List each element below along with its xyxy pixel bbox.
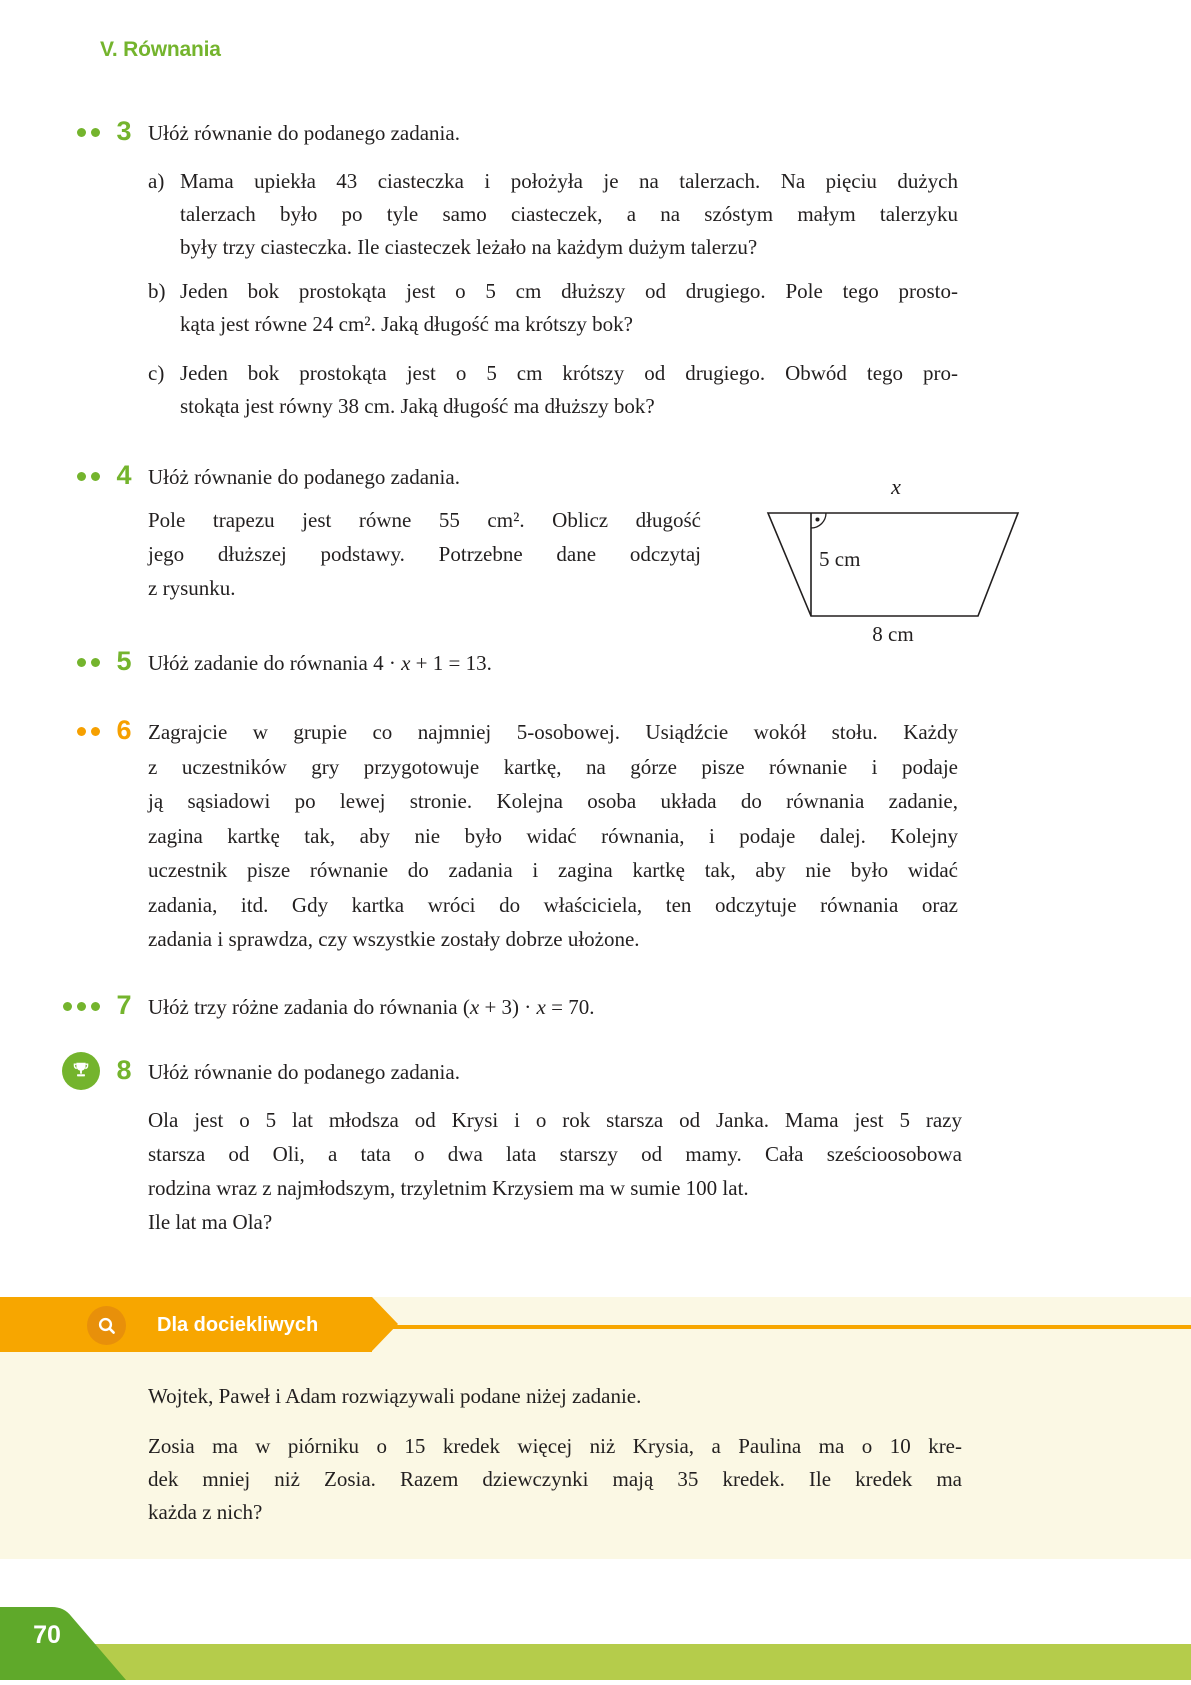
magnifier-icon (87, 1306, 126, 1345)
exercise-number: 8 (116, 1055, 132, 1085)
equation-variable: x (536, 995, 546, 1019)
exercise-8-header (0, 1055, 1191, 1095)
exercise-title: Ułóż równanie do podanego zadania. (148, 121, 460, 145)
exercise-number: 7 (116, 990, 132, 1020)
difficulty-dot (77, 472, 86, 481)
difficulty-dots (58, 658, 100, 667)
equation-text: Ułóż trzy różne zadania do równania ( (148, 995, 470, 1019)
exercise-number: 3 (116, 116, 132, 146)
equation-text: = 70. (545, 995, 595, 1019)
text-line: rodzina wraz z najmłodszym, trzyletnim Krzysiem ma w sumie 100 lat. (148, 1176, 749, 1200)
equation-text: + 3) · (479, 995, 537, 1019)
exercise-title: Ułóż równanie do podanego zadania. (148, 465, 460, 489)
text-line: Ola jest o 5 lat młodsza od Krysi i o rok starsza od Janka. Mama jest 5 razy (148, 1108, 962, 1132)
text-line: zadania i sprawdza, czy wszystkie zostały dobrze ułożone. (148, 927, 640, 951)
curious-intro-line: Wojtek, Paweł i Adam rozwiązywali podane niżej zadanie. (148, 1384, 642, 1408)
part-text (180, 165, 958, 264)
difficulty-dot (77, 727, 86, 736)
text-line: z rysunku. (148, 576, 236, 600)
difficulty-dots (58, 727, 100, 736)
text-line: zadania, itd. Gdy kartka wróci do właściciela, ten odczytuje równania oraz (148, 892, 958, 917)
text-line: stokąta jest równy 38 cm. Jaką długość ma dłuższy bok? (180, 394, 655, 418)
difficulty-dot (77, 128, 86, 137)
figure-bottom-base-label: 8 cm (872, 622, 914, 646)
text-line: zagina kartkę tak, aby nie było widać równania, i podaje dalej. Kolejny (148, 823, 958, 848)
text-line: były trzy ciasteczka. Ile ciasteczek leżało na każdym dużym talerzu? (180, 235, 758, 259)
figure-height-label: 5 cm (819, 547, 861, 571)
text-line: Jeden bok prostokąta jest o 5 cm dłuższy od drugiego. Pole tego prosto- (180, 279, 958, 303)
part-text (180, 357, 958, 423)
part-label: a) (148, 169, 165, 193)
exercise-7-header (0, 990, 1191, 1030)
curious-banner-arrow (372, 1297, 398, 1351)
difficulty-dot (91, 1002, 100, 1011)
difficulty-dots (58, 128, 100, 137)
text-line: z uczestników gry przygotowuje kartkę, na górze pisze równanie i podaje (148, 754, 958, 779)
exercise-title (148, 650, 492, 676)
exercise-number: 4 (116, 460, 132, 490)
exercise-5-header (0, 646, 1191, 686)
difficulty-dot (91, 727, 100, 736)
trophy-icon (62, 1052, 100, 1090)
curious-section-title: Dla dociekliwych (157, 1314, 319, 1336)
exercise-3-header (0, 116, 1191, 156)
chapter-heading: V. Równania (100, 38, 221, 61)
exercise-number: 5 (116, 646, 132, 676)
text-line: Ile lat ma Ola? (148, 1210, 273, 1234)
exercise-8-text (148, 1103, 962, 1239)
difficulty-dot (77, 1002, 86, 1011)
text-line: kąta jest równe 24 cm². Jaką długość ma krótszy bok? (180, 312, 634, 336)
difficulty-dots (58, 472, 100, 481)
text-line: jego dłuższej podstawy. Potrzebne dane odczytaj (148, 542, 701, 566)
curious-banner-rule (372, 1325, 1191, 1329)
text-line: Jeden bok prostokąta jest o 5 cm krótszy od drugiego. Obwód tego pro- (180, 361, 958, 385)
equation-text: Ułóż zadanie do równania 4 · (148, 651, 402, 675)
figure-top-base-label: x (891, 474, 901, 499)
text-line: Mama upiekła 43 ciasteczka i położyła je na talerzach. Na pięciu dużych (180, 169, 958, 193)
text-line: talerzach było po tyle samo ciasteczek, a na szóstym małym talerzyku (180, 202, 958, 226)
exercise-6-text (148, 715, 958, 957)
difficulty-dot (63, 1002, 72, 1011)
part-label: c) (148, 361, 165, 385)
equation-text: + 1 = 13. (410, 651, 492, 675)
difficulty-dot (91, 658, 100, 667)
difficulty-dot (91, 128, 100, 137)
text-line: Zosia ma w piórniku o 15 kredek więcej niż Krysia, a Paulina ma o 10 kre- (148, 1434, 962, 1458)
text-line: dek mniej niż Zosia. Razem dziewczynki mają 35 kredek. Ile kredek ma (148, 1467, 962, 1491)
text-line: Pole trapezu jest równe 55 cm². Oblicz długość (148, 508, 701, 532)
exercise-title (148, 994, 594, 1020)
part-text (180, 275, 958, 341)
trapezoid-figure (745, 450, 1035, 660)
text-line: Zagrajcie w grupie co najmniej 5-osobowej. Usiądźcie wokół stołu. Każdy (148, 720, 958, 744)
exercise-number: 6 (116, 715, 132, 745)
text-line: starsza od Oli, a tata o dwa lata starszy od mamy. Cała sześcioosobowa (148, 1142, 962, 1166)
equation-variable: x (469, 995, 480, 1019)
text-line: każda z nich? (148, 1500, 263, 1524)
equation-variable: x (401, 651, 411, 675)
exercise-4-text (148, 503, 701, 605)
page-number: 70 (33, 1621, 61, 1649)
text-line: ją sąsiadowi po lewej stronie. Kolejna osoba układa do równania zadanie, (148, 789, 958, 813)
difficulty-dots (48, 1002, 100, 1011)
part-label: b) (148, 279, 166, 303)
footer-band (0, 1644, 1191, 1680)
curious-problem-text (148, 1430, 962, 1529)
difficulty-dot (91, 472, 100, 481)
exercise-title: Ułóż równanie do podanego zadania. (148, 1060, 460, 1084)
text-line: uczestnik pisze równanie do zadania i zagina kartkę tak, aby nie było widać (148, 858, 958, 882)
difficulty-dot (77, 658, 86, 667)
